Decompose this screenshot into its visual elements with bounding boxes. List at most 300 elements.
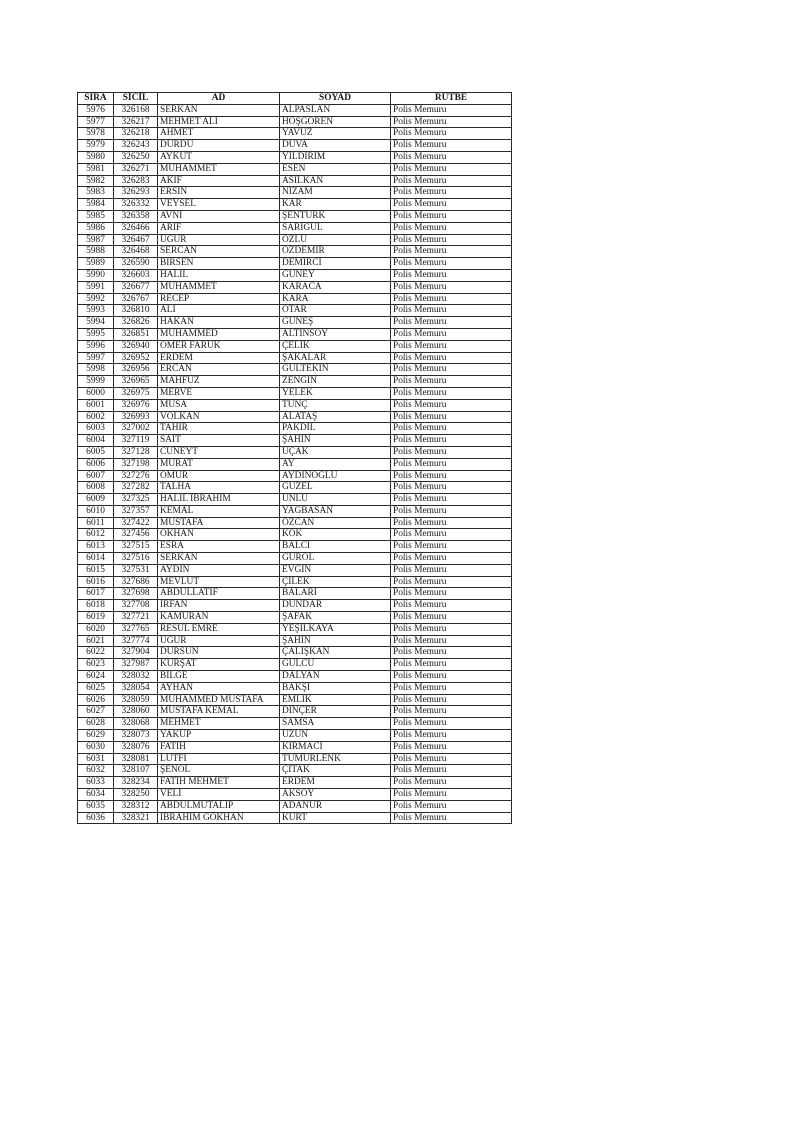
cell-sira: 5998 (78, 364, 114, 376)
cell-sira: 5978 (78, 128, 114, 140)
table-row (78, 576, 512, 588)
cell-soyad: AKSOY (280, 789, 391, 801)
cell-rutbe: Polis Memuru (391, 659, 512, 671)
table-row (78, 175, 512, 187)
cell-sira: 6032 (78, 765, 114, 777)
cell-sicil: 328076 (114, 741, 158, 753)
cell-soyad: SAMSA (280, 718, 391, 730)
cell-sicil: 326467 (114, 234, 158, 246)
cell-sicil: 326243 (114, 140, 158, 152)
table-row (78, 151, 512, 163)
table-row (78, 647, 512, 659)
cell-sira: 6020 (78, 623, 114, 635)
cell-ad: TAHİR (158, 423, 280, 435)
cell-sira: 5999 (78, 376, 114, 388)
cell-soyad: ERDEM (280, 777, 391, 789)
cell-ad: KEMAL (158, 505, 280, 517)
cell-ad: MERVE (158, 387, 280, 399)
cell-sicil: 328234 (114, 777, 158, 789)
cell-ad: MEHMET ALİ (158, 116, 280, 128)
cell-ad: MUSTAFA KEMAL (158, 706, 280, 718)
cell-soyad: ŞAHİN (280, 635, 391, 647)
cell-sicil: 326956 (114, 364, 158, 376)
cell-ad: YAKUP (158, 730, 280, 742)
table-row (78, 222, 512, 234)
cell-soyad: GÜROL (280, 553, 391, 565)
cell-sicil: 327531 (114, 564, 158, 576)
cell-sira: 6036 (78, 812, 114, 824)
cell-ad: SERCAN (158, 246, 280, 258)
table-row (78, 517, 512, 529)
cell-rutbe: Polis Memuru (391, 789, 512, 801)
cell-sira: 6027 (78, 706, 114, 718)
cell-sira: 6014 (78, 553, 114, 565)
cell-rutbe: Polis Memuru (391, 435, 512, 447)
cell-sira: 6000 (78, 387, 114, 399)
cell-ad: VEYSEL (158, 199, 280, 211)
table-row (78, 281, 512, 293)
cell-ad: AYKUT (158, 151, 280, 163)
cell-sicil: 327987 (114, 659, 158, 671)
cell-sira: 6029 (78, 730, 114, 742)
cell-rutbe: Polis Memuru (391, 281, 512, 293)
cell-sira: 5987 (78, 234, 114, 246)
cell-ad: ALİ (158, 305, 280, 317)
cell-rutbe: Polis Memuru (391, 812, 512, 824)
cell-rutbe: Polis Memuru (391, 482, 512, 494)
table-row (78, 210, 512, 222)
cell-sicil: 328068 (114, 718, 158, 730)
cell-rutbe: Polis Memuru (391, 494, 512, 506)
cell-ad: AKİF (158, 175, 280, 187)
cell-ad: SAİT (158, 435, 280, 447)
cell-ad: ABDÜLMUTALİP (158, 800, 280, 812)
cell-rutbe: Polis Memuru (391, 753, 512, 765)
table-row (78, 423, 512, 435)
cell-soyad: ALTINSOY (280, 328, 391, 340)
cell-soyad: GÜLCÜ (280, 659, 391, 671)
cell-ad: RECEP (158, 293, 280, 305)
cell-ad: AYDIN (158, 564, 280, 576)
cell-rutbe: Polis Memuru (391, 529, 512, 541)
cell-rutbe: Polis Memuru (391, 175, 512, 187)
cell-sira: 6017 (78, 588, 114, 600)
table-row (78, 789, 512, 801)
cell-soyad: ÖZLÜ (280, 234, 391, 246)
cell-sicil: 326590 (114, 258, 158, 270)
table-row (78, 505, 512, 517)
cell-sicil: 327357 (114, 505, 158, 517)
cell-sicil: 328073 (114, 730, 158, 742)
cell-ad: KAMURAN (158, 612, 280, 624)
cell-sira: 6026 (78, 694, 114, 706)
cell-soyad: ÇELİK (280, 340, 391, 352)
cell-ad: ÖMER FARUK (158, 340, 280, 352)
cell-soyad: YEŞİLKAYA (280, 623, 391, 635)
cell-ad: BİLGE (158, 671, 280, 683)
cell-ad: AYHAN (158, 682, 280, 694)
cell-sicil: 328081 (114, 753, 158, 765)
table-row (78, 694, 512, 706)
cell-sicil: 327325 (114, 494, 158, 506)
cell-sira: 6005 (78, 446, 114, 458)
table-row (78, 116, 512, 128)
table-row (78, 730, 512, 742)
cell-soyad: DUVA (280, 140, 391, 152)
cell-sira: 6030 (78, 741, 114, 753)
cell-ad: İRFAN (158, 600, 280, 612)
cell-soyad: DUNDAR (280, 600, 391, 612)
cell-rutbe: Polis Memuru (391, 116, 512, 128)
table-header-row (78, 93, 512, 105)
header-rutbe: RÜTBE (391, 93, 512, 105)
personnel-table (77, 92, 512, 824)
table-row (78, 234, 512, 246)
cell-rutbe: Polis Memuru (391, 553, 512, 565)
table-row (78, 364, 512, 376)
cell-ad: HAKAN (158, 317, 280, 329)
cell-rutbe: Polis Memuru (391, 765, 512, 777)
cell-rutbe: Polis Memuru (391, 458, 512, 470)
cell-sira: 5988 (78, 246, 114, 258)
cell-ad: BİRSEN (158, 258, 280, 270)
table-row (78, 553, 512, 565)
cell-sicil: 328060 (114, 706, 158, 718)
cell-sira: 6034 (78, 789, 114, 801)
cell-ad: SERKAN (158, 104, 280, 116)
cell-sicil: 326271 (114, 163, 158, 175)
cell-sicil: 327119 (114, 435, 158, 447)
cell-rutbe: Polis Memuru (391, 104, 512, 116)
cell-rutbe: Polis Memuru (391, 246, 512, 258)
table-row (78, 387, 512, 399)
cell-ad: ERCAN (158, 364, 280, 376)
cell-sira: 6023 (78, 659, 114, 671)
cell-sira: 6012 (78, 529, 114, 541)
cell-soyad: SARIGÜL (280, 222, 391, 234)
table-row (78, 682, 512, 694)
cell-soyad: BALCI (280, 541, 391, 553)
cell-ad: ERDEM (158, 352, 280, 364)
cell-soyad: EMLİK (280, 694, 391, 706)
table-body (78, 104, 512, 824)
cell-rutbe: Polis Memuru (391, 222, 512, 234)
cell-sicil: 326358 (114, 210, 158, 222)
cell-soyad: AY (280, 458, 391, 470)
cell-ad: VOLKAN (158, 411, 280, 423)
cell-ad: ESRA (158, 541, 280, 553)
cell-soyad: NİZAM (280, 187, 391, 199)
cell-sira: 6025 (78, 682, 114, 694)
cell-ad: MURAT (158, 458, 280, 470)
table-row (78, 765, 512, 777)
cell-rutbe: Polis Memuru (391, 352, 512, 364)
cell-rutbe: Polis Memuru (391, 588, 512, 600)
cell-sira: 6006 (78, 458, 114, 470)
cell-rutbe: Polis Memuru (391, 376, 512, 388)
table-row (78, 104, 512, 116)
cell-sicil: 326168 (114, 104, 158, 116)
cell-ad: MEHMET (158, 718, 280, 730)
cell-sicil: 328312 (114, 800, 158, 812)
cell-soyad: DEMİRCİ (280, 258, 391, 270)
cell-sicil: 326767 (114, 293, 158, 305)
cell-rutbe: Polis Memuru (391, 305, 512, 317)
cell-ad: KÜRŞAT (158, 659, 280, 671)
table-row (78, 317, 512, 329)
cell-soyad: GÜNEY (280, 269, 391, 281)
table-row (78, 564, 512, 576)
cell-sicil: 327002 (114, 423, 158, 435)
cell-ad: MUHAMMED (158, 328, 280, 340)
table-row (78, 140, 512, 152)
cell-soyad: TÜMÜRLENK (280, 753, 391, 765)
table-row (78, 340, 512, 352)
cell-sicil: 327515 (114, 541, 158, 553)
cell-rutbe: Polis Memuru (391, 600, 512, 612)
header-sira: SIRA (78, 93, 114, 105)
cell-soyad: ALATAŞ (280, 411, 391, 423)
cell-ad: FATİH (158, 741, 280, 753)
cell-sicil: 326468 (114, 246, 158, 258)
cell-ad: AHMET (158, 128, 280, 140)
cell-sira: 6004 (78, 435, 114, 447)
cell-soyad: UZUN (280, 730, 391, 742)
cell-ad: MUSA (158, 399, 280, 411)
table-row (78, 706, 512, 718)
cell-sicil: 326810 (114, 305, 158, 317)
cell-ad: AVNİ (158, 210, 280, 222)
cell-ad: ERSİN (158, 187, 280, 199)
cell-rutbe: Polis Memuru (391, 187, 512, 199)
cell-ad: LÜTFİ (158, 753, 280, 765)
cell-ad: MEVLÜT (158, 576, 280, 588)
cell-sicil: 328250 (114, 789, 158, 801)
cell-sicil: 327698 (114, 588, 158, 600)
cell-sira: 5997 (78, 352, 114, 364)
cell-rutbe: Polis Memuru (391, 541, 512, 553)
cell-ad: MAHFUZ (158, 376, 280, 388)
table-row (78, 529, 512, 541)
cell-soyad: BAKŞİ (280, 682, 391, 694)
cell-sira: 6033 (78, 777, 114, 789)
cell-ad: İBRAHİM GÖKHAN (158, 812, 280, 824)
cell-sira: 5990 (78, 269, 114, 281)
cell-rutbe: Polis Memuru (391, 446, 512, 458)
cell-sira: 5976 (78, 104, 114, 116)
cell-rutbe: Polis Memuru (391, 234, 512, 246)
cell-rutbe: Polis Memuru (391, 293, 512, 305)
cell-sicil: 326965 (114, 376, 158, 388)
cell-sicil: 326993 (114, 411, 158, 423)
cell-sicil: 326217 (114, 116, 158, 128)
cell-rutbe: Polis Memuru (391, 423, 512, 435)
cell-ad: HALİL İBRAHİM (158, 494, 280, 506)
table-row (78, 128, 512, 140)
cell-rutbe: Polis Memuru (391, 411, 512, 423)
cell-ad: MUHAMMET (158, 281, 280, 293)
cell-sicil: 327198 (114, 458, 158, 470)
cell-sicil: 327686 (114, 576, 158, 588)
table-row (78, 411, 512, 423)
table-row (78, 199, 512, 211)
cell-sira: 6024 (78, 671, 114, 683)
cell-ad: ÖMÜR (158, 470, 280, 482)
cell-soyad: YILDIRIM (280, 151, 391, 163)
cell-sicil: 327456 (114, 529, 158, 541)
cell-ad: TALHA (158, 482, 280, 494)
cell-sicil: 328059 (114, 694, 158, 706)
table-row (78, 753, 512, 765)
cell-ad: SERKAN (158, 553, 280, 565)
cell-rutbe: Polis Memuru (391, 682, 512, 694)
cell-soyad: ÖZCAN (280, 517, 391, 529)
cell-ad: ŞENOL (158, 765, 280, 777)
cell-soyad: HOŞGÖREN (280, 116, 391, 128)
cell-rutbe: Polis Memuru (391, 800, 512, 812)
cell-sira: 6003 (78, 423, 114, 435)
table-row (78, 541, 512, 553)
table-row (78, 777, 512, 789)
cell-soyad: YELEK (280, 387, 391, 399)
cell-sira: 5992 (78, 293, 114, 305)
cell-sicil: 326466 (114, 222, 158, 234)
cell-sira: 5983 (78, 187, 114, 199)
cell-ad: ABDULLATİF (158, 588, 280, 600)
cell-soyad: ŞAHİN (280, 435, 391, 447)
cell-soyad: ŞAFAK (280, 612, 391, 624)
cell-soyad: PAKDİL (280, 423, 391, 435)
table-row (78, 305, 512, 317)
cell-sira: 6009 (78, 494, 114, 506)
table-row (78, 741, 512, 753)
cell-soyad: YAVUZ (280, 128, 391, 140)
cell-sira: 6018 (78, 600, 114, 612)
cell-sicil: 326851 (114, 328, 158, 340)
cell-sira: 6021 (78, 635, 114, 647)
cell-sicil: 327721 (114, 612, 158, 624)
cell-soyad: KURT (280, 812, 391, 824)
cell-sicil: 326826 (114, 317, 158, 329)
cell-rutbe: Polis Memuru (391, 505, 512, 517)
cell-soyad: ZENGİN (280, 376, 391, 388)
cell-ad: RESUL EMRE (158, 623, 280, 635)
cell-ad: DURDU (158, 140, 280, 152)
cell-soyad: ÖZDEMİR (280, 246, 391, 258)
cell-soyad: ŞENTÜRK (280, 210, 391, 222)
cell-sicil: 328107 (114, 765, 158, 777)
cell-rutbe: Polis Memuru (391, 128, 512, 140)
cell-sicil: 327422 (114, 517, 158, 529)
cell-sicil: 328321 (114, 812, 158, 824)
cell-soyad: ÇİLEK (280, 576, 391, 588)
cell-ad: DURSUN (158, 647, 280, 659)
cell-sicil: 326976 (114, 399, 158, 411)
cell-soyad: OTAR (280, 305, 391, 317)
cell-rutbe: Polis Memuru (391, 635, 512, 647)
cell-sicil: 328054 (114, 682, 158, 694)
cell-sicil: 327128 (114, 446, 158, 458)
table-row (78, 588, 512, 600)
table-row (78, 612, 512, 624)
table-row (78, 399, 512, 411)
table-row (78, 482, 512, 494)
header-ad: AD (158, 93, 280, 105)
cell-sira: 5991 (78, 281, 114, 293)
cell-rutbe: Polis Memuru (391, 564, 512, 576)
table-row (78, 494, 512, 506)
cell-ad: VELİ (158, 789, 280, 801)
cell-rutbe: Polis Memuru (391, 517, 512, 529)
cell-rutbe: Polis Memuru (391, 258, 512, 270)
table-row (78, 458, 512, 470)
cell-sira: 6035 (78, 800, 114, 812)
cell-sira: 6013 (78, 541, 114, 553)
cell-soyad: ALPASLAN (280, 104, 391, 116)
table-row (78, 246, 512, 258)
table-row (78, 328, 512, 340)
cell-ad: MUHAMMED MUSTAFA (158, 694, 280, 706)
cell-rutbe: Polis Memuru (391, 706, 512, 718)
cell-soyad: ÇITAK (280, 765, 391, 777)
cell-sira: 5985 (78, 210, 114, 222)
cell-rutbe: Polis Memuru (391, 364, 512, 376)
cell-soyad: ADANUR (280, 800, 391, 812)
cell-sicil: 326283 (114, 175, 158, 187)
cell-soyad: ASİLKAN (280, 175, 391, 187)
cell-sicil: 326332 (114, 199, 158, 211)
cell-sira: 6011 (78, 517, 114, 529)
cell-ad: OKHAN (158, 529, 280, 541)
cell-sira: 6031 (78, 753, 114, 765)
header-sicil: SİCİL (114, 93, 158, 105)
cell-ad: CÜNEYT (158, 446, 280, 458)
cell-sicil: 328032 (114, 671, 158, 683)
cell-rutbe: Polis Memuru (391, 328, 512, 340)
cell-ad: FATİH MEHMET (158, 777, 280, 789)
cell-sira: 5996 (78, 340, 114, 352)
table-row (78, 293, 512, 305)
cell-sicil: 326293 (114, 187, 158, 199)
cell-rutbe: Polis Memuru (391, 163, 512, 175)
cell-rutbe: Polis Memuru (391, 623, 512, 635)
table-row (78, 800, 512, 812)
cell-sira: 5979 (78, 140, 114, 152)
cell-soyad: AYDINOĞLU (280, 470, 391, 482)
table-row (78, 600, 512, 612)
table-row (78, 446, 512, 458)
table-row (78, 376, 512, 388)
table-row (78, 623, 512, 635)
cell-sira: 5995 (78, 328, 114, 340)
cell-soyad: KAR (280, 199, 391, 211)
cell-sicil: 326603 (114, 269, 158, 281)
cell-rutbe: Polis Memuru (391, 387, 512, 399)
cell-ad: MUSTAFA (158, 517, 280, 529)
cell-rutbe: Polis Memuru (391, 576, 512, 588)
table-row (78, 671, 512, 683)
cell-soyad: GÜZEL (280, 482, 391, 494)
cell-ad: MUHAMMET (158, 163, 280, 175)
cell-soyad: GÜLTEKİN (280, 364, 391, 376)
cell-rutbe: Polis Memuru (391, 269, 512, 281)
cell-sira: 6002 (78, 411, 114, 423)
header-soyad: SOYAD (280, 93, 391, 105)
cell-sira: 6016 (78, 576, 114, 588)
cell-soyad: KÖK (280, 529, 391, 541)
cell-soyad: ESEN (280, 163, 391, 175)
cell-sira: 5977 (78, 116, 114, 128)
